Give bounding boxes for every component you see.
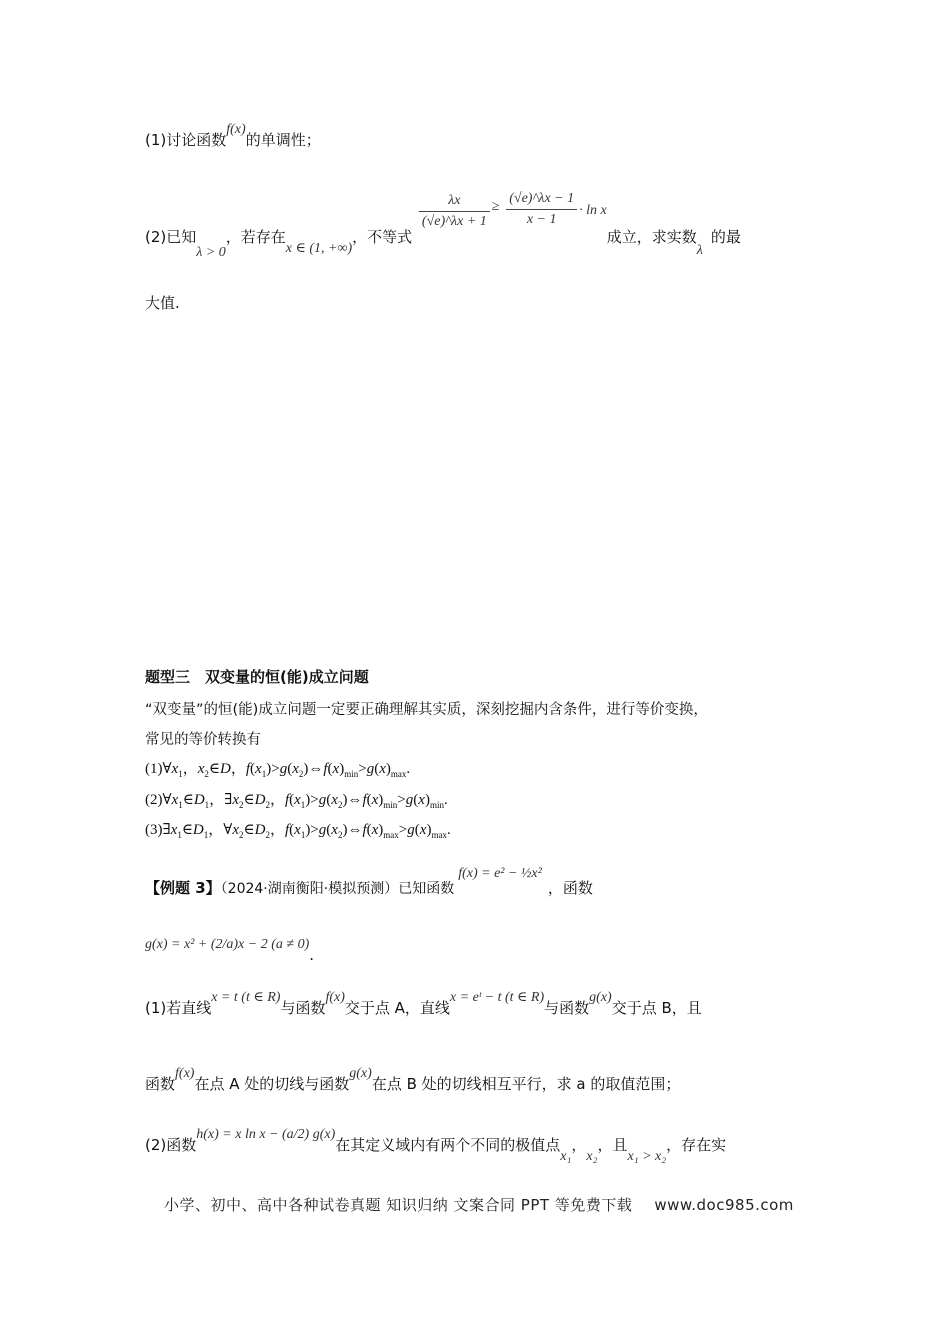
q1-line2-c: 在点 B 处的切线相互平行，求 a 的取值范围； [371, 1075, 681, 1093]
q2-text-c: ，且 [597, 1136, 628, 1154]
g-definition-end: . [309, 946, 315, 964]
question1-line1 [145, 990, 702, 1017]
footer-url[interactable]: www.doc985.com [654, 1196, 794, 1214]
q2-label: (2)函数 [145, 1136, 197, 1154]
x2-symbol: x₂ [586, 1149, 598, 1164]
part2-label: (2)已知 [145, 227, 197, 246]
example3-label: 【例题 3】 [145, 879, 221, 897]
lhs-numerator: λx [419, 192, 490, 212]
part2-continuation: 大值. [145, 294, 180, 312]
part2-if: ，若存在 [225, 227, 286, 246]
ge-sign: ≥ [491, 198, 500, 214]
section-title: 题型三 双变量的恒(能)成立问题 [145, 668, 369, 686]
rhs-numerator: (√e)^λx − 1 [506, 190, 577, 210]
line2-formula: x = eᵗ − t (t ∈ R) [449, 990, 545, 1005]
lambda-condition: λ > 0 [196, 244, 226, 260]
lhs-denominator: (√e)^λx + 1 [421, 213, 487, 229]
part1-tail: 的单调性； [245, 131, 321, 149]
q1-text-b: 与函数 [280, 999, 326, 1017]
q2-sep: ， [571, 1136, 587, 1154]
question1-line2 [145, 1066, 681, 1093]
part1-label: (1)讨论函数 [145, 131, 227, 149]
part2-ineq-label: ，不等式 [352, 227, 413, 246]
q1-g-symbol: g(x) [589, 990, 612, 1005]
rhs-denominator: x − 1 [526, 211, 557, 227]
q1-line2-g: g(x) [349, 1066, 372, 1081]
part2-tail: 成立，求实数 [606, 227, 697, 246]
part2-end: 的最 [710, 227, 741, 246]
q1-line2-f: f(x) [175, 1066, 195, 1081]
part1-line [145, 122, 321, 149]
h-definition: h(x) = x ln x − (a/2) g(x) [196, 1127, 336, 1142]
q1-text-e: 交于点 B，且 [611, 999, 702, 1017]
example3-mid: ，函数 [547, 879, 593, 897]
inequality-lhs-fraction [419, 192, 490, 230]
x-range: x ∈ (1, +∞) [285, 240, 353, 256]
equivalence-item-2: $(2)\forall x_1\in D_1$，$\exists x_2\in D_2$，$f(x_1)>g(x_2)\Leftrightarrow f(x)_{min}>g(x)_{min}$. [145, 792, 448, 810]
example3-source: （2024·湖南衡阳·模拟预测）已知函数 [220, 881, 455, 897]
g-definition: g(x) = x² + (2/a)x − 2 (a ≠ 0) [145, 937, 310, 952]
g-definition-line [145, 936, 315, 964]
equivalence-item-1: $(1)\forall x_1$，$x_2\in D$，$f(x_1)>g(x_2)\Leftrightarrow f(x)_{min}>g(x)_{max}$. [145, 761, 411, 779]
q2-text-b: 在其定义域内有两个不同的极值点 [335, 1136, 561, 1154]
footer-text: 小学、初中、高中各种试卷真题 知识归纳 文案合同 PPT 等免费下载 [164, 1196, 633, 1214]
q2-text-d: ，存在实 [666, 1136, 727, 1154]
question2-line [145, 1127, 727, 1164]
section-intro-line2: 常见的等价转换有 [145, 732, 261, 748]
equivalence-item-3: $(3)\exists x_1\in D_1$，$\forall x_2\in D_2$，$f(x_1)>g(x_2)\Leftrightarrow f(x)_{max}>g(x)_{max}$. [145, 822, 451, 840]
q1-line2-a: 函数 [145, 1075, 176, 1093]
page-footer [164, 1194, 794, 1215]
lambda-symbol: λ [696, 242, 703, 258]
q1-text-c: 交于点 A，直线 [344, 999, 450, 1017]
inequality-rhs-fraction [506, 190, 577, 228]
q1-f-symbol: f(x) [325, 990, 345, 1005]
f-definition: f(x) = e² − ½x² [458, 866, 542, 881]
x1-gt-x2: x₁ > x₂ [627, 1149, 667, 1164]
q1-text-d: 与函数 [544, 999, 590, 1017]
example3-heading-line [145, 866, 593, 897]
q1-line2-b: 在点 A 处的切线与函数 [194, 1075, 350, 1093]
x1-symbol: x₁ [560, 1149, 572, 1164]
section-intro-line1: “双变量”的恒(能)成立问题一定要正确理解其实质，深刻挖掘内含条件，进行等价变换， [145, 702, 708, 718]
q1-label: (1)若直线 [145, 999, 212, 1017]
func-f-formula: f(x) [226, 122, 246, 137]
line1-formula: x = t (t ∈ R) [211, 990, 281, 1005]
ln-term: · ln x [579, 202, 607, 218]
